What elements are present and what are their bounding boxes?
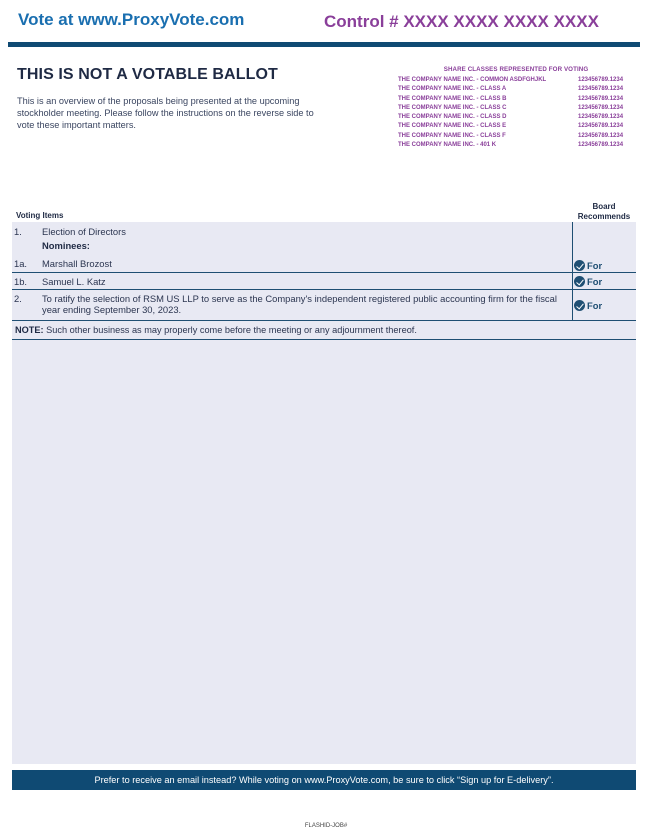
share-classes-heading: SHARE CLASSES REPRESENTED FOR VOTING <box>443 66 589 73</box>
share-class-number: 123456789.1234 <box>578 86 624 93</box>
item-number: 2. <box>14 293 22 304</box>
board-label-line1: Board <box>592 202 616 211</box>
header-divider <box>8 42 640 47</box>
share-class-name: THE COMPANY NAME INC. - CLASS E <box>398 123 507 130</box>
item-text: Marshall Brozost <box>42 258 112 269</box>
share-class-name: THE COMPANY NAME INC. - CLASS F <box>398 132 506 139</box>
board-recommendation <box>574 260 602 271</box>
share-class-number: 123456789.1234 <box>578 142 624 149</box>
vote-at-link[interactable]: Vote at www.ProxyVote.com <box>18 10 245 29</box>
share-classes-box <box>398 66 634 150</box>
note-line <box>15 325 417 335</box>
board-recommendation <box>574 300 602 311</box>
voting-table-header <box>12 202 636 222</box>
checkmark-circle-icon <box>574 260 585 271</box>
page-header <box>0 0 652 46</box>
share-class-name: THE COMPANY NAME INC. - CLASS C <box>398 104 507 111</box>
row-divider <box>12 320 636 321</box>
note-text: Such other business as may properly come before the meeting or any adjournment thereof. <box>43 325 417 335</box>
row-divider <box>12 289 636 290</box>
item-text: To ratify the selection of RSM US LLP to serve as the Company's independent registered public accounting firm for the fiscal year ending September 30, 2023. <box>42 293 557 315</box>
board-column-divider <box>572 222 573 320</box>
board-label-line2: Recommends <box>577 211 631 221</box>
item-text: Samuel L. Katz <box>42 276 106 287</box>
item-text: Election of Directors <box>42 226 126 237</box>
share-class-row <box>398 113 634 122</box>
share-class-name: THE COMPANY NAME INC. - CLASS D <box>398 114 507 121</box>
item-number: 1. <box>14 226 22 237</box>
control-number: Control # XXXX XXXX XXXX XXXX <box>324 12 599 31</box>
share-class-number: 123456789.1234 <box>578 123 624 130</box>
e-delivery-banner: Prefer to receive an email instead? While voting on www.ProxyVote.com, be sure to click “Sign up for E-delivery”. <box>12 770 636 790</box>
board-recommendation <box>574 276 602 287</box>
share-class-name: THE COMPANY NAME INC. - CLASS B <box>398 95 507 102</box>
recommendation-value: For <box>587 260 603 271</box>
share-class-row <box>398 104 634 113</box>
row-divider <box>12 272 636 273</box>
item-number: 1a. <box>14 258 28 269</box>
share-class-row <box>398 122 634 131</box>
share-class-number: 123456789.1234 <box>578 104 624 111</box>
voting-items-label: Voting Items <box>16 211 64 220</box>
board-recommends-label <box>572 202 636 221</box>
share-class-number: 123456789.1234 <box>578 95 624 102</box>
share-class-row <box>398 132 634 141</box>
share-class-name: THE COMPANY NAME INC. - COMMON ASDFGHJKL <box>398 77 547 83</box>
intro-text: This is an overview of the proposals being presented at the upcoming stockholder meeting. Please follow the instructions on the reverse side to vote these important matters. <box>17 96 314 130</box>
share-class-number: 123456789.1234 <box>578 77 624 83</box>
recommendation-value: For <box>587 300 603 311</box>
row-divider <box>12 339 636 340</box>
share-class-number: 123456789.1234 <box>578 114 624 121</box>
share-class-name: THE COMPANY NAME INC. - CLASS A <box>398 86 507 93</box>
share-class-name: THE COMPANY NAME INC. - 401 K <box>398 142 497 149</box>
share-class-row <box>398 95 634 104</box>
page-title: THIS IS NOT A VOTABLE BALLOT <box>17 66 278 83</box>
nominees-label: Nominees: <box>42 240 90 251</box>
job-id: FLASHID-JOB# <box>304 823 348 829</box>
share-class-number: 123456789.1234 <box>578 132 624 139</box>
share-class-row <box>398 85 634 94</box>
recommendation-value: For <box>587 276 603 287</box>
item-number: 1b. <box>14 276 28 287</box>
share-class-row <box>398 76 634 85</box>
share-class-row <box>398 141 634 150</box>
note-label: NOTE: <box>15 325 44 335</box>
checkmark-circle-icon <box>574 300 585 311</box>
checkmark-circle-icon <box>574 276 585 287</box>
